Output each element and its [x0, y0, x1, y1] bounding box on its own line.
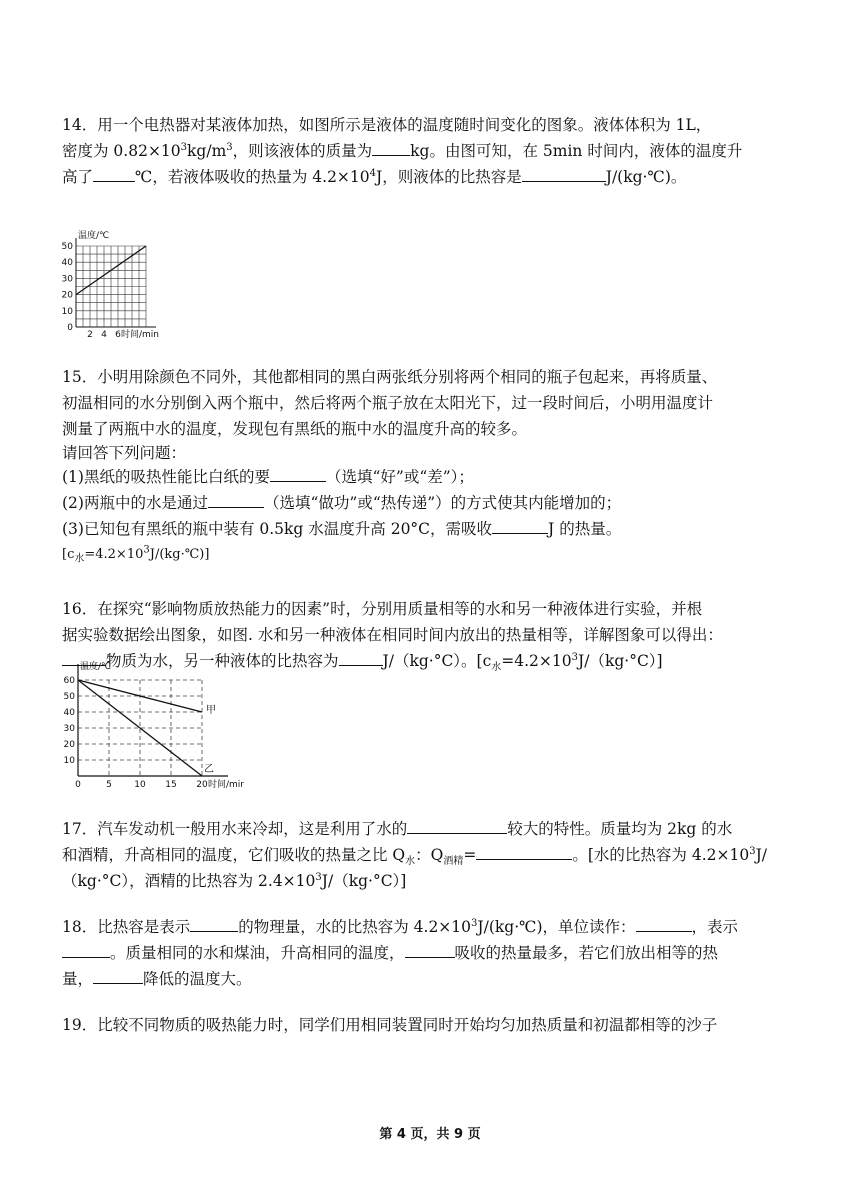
x-tick-label: 2	[87, 330, 93, 340]
answer-blank-q17-2[interactable]	[476, 842, 572, 860]
x-tick-label: 15	[165, 780, 177, 790]
y-tick-label: 30	[63, 724, 75, 734]
answer-blank-q15-1[interactable]	[270, 464, 326, 482]
x-tick-label: 0	[75, 780, 81, 790]
q19-line-1: 19．比较不同物质的吸热能力时，同学们用相同装置同时开始均匀加热质量和初温都相等的沙子	[62, 1016, 718, 1034]
x-axis-label: 时间/mir	[208, 780, 245, 790]
x-tick-label: 10	[134, 780, 146, 790]
page-footer: 第 4 页，共 9 页	[379, 1127, 481, 1142]
y-axis-label: 温度/℃	[80, 662, 112, 672]
q14-temperature-time-chart	[58, 228, 193, 344]
y-tick-label: 20	[63, 740, 75, 750]
answer-blank-q17-1[interactable]	[407, 816, 507, 834]
q18-line-2: 。质量相同的水和煤油，升高相同的温度， 吸收的热量最多，若它们放出相等的热	[62, 940, 802, 966]
answer-blank-q14-temp[interactable]	[93, 164, 135, 182]
q16-line-1: 16．在探究“影响物质放热能力的因素”时，分别用质量相等的水和另一种液体进行实验，并根	[62, 600, 703, 618]
y-tick-label: 50	[63, 692, 75, 702]
x-axis-label: 时间/min	[121, 330, 160, 340]
x-tick-label: 6	[115, 330, 121, 340]
q17-line-3: （kg·°C），酒精的比热容为 $2.4\times 10^3J/(kg\cdot^\circ C)$]	[62, 871, 407, 890]
y-tick-label: 10	[63, 756, 75, 766]
series-label-jia: 甲	[206, 705, 216, 716]
question-17	[62, 816, 802, 894]
answer-blank-q14-mass[interactable]	[372, 138, 410, 156]
q17-line-2: 和酒精，升高相同的温度，它们吸收的热量之比 $Q_水$：$Q_{酒精}=$ 。[水的比热容为 $4.2\times 10^3J/$	[62, 842, 802, 868]
q15-line-4: 请回答下列问题：	[62, 444, 187, 462]
answer-blank-q14-heat-capacity[interactable]	[522, 164, 606, 182]
question-15	[62, 364, 802, 568]
x-tick-label: 20	[196, 780, 208, 790]
answer-blank-q15-2[interactable]	[208, 490, 264, 508]
q18-line-3: 量， 降低的温度大。	[62, 966, 802, 992]
answer-blank-q18-5[interactable]	[93, 966, 143, 984]
q15-line-3: 测量了两瓶中水的温度，发现包有黑纸的瓶中水的温度升高的较多。	[62, 420, 528, 438]
question-18	[62, 914, 802, 992]
answer-blank-q18-4[interactable]	[405, 940, 455, 958]
q16-cooling-chart	[58, 660, 250, 792]
q15-line-8: $[c_水=4.2\times 10^3J/(kg\cdot℃)]$	[62, 544, 210, 565]
q15-line-7: (3)已知包有黑纸的瓶中装有 0.5kg 水温度升高 20°C，需吸收 J 的热量。	[62, 516, 802, 542]
y-axis-label: 温度/℃	[78, 231, 110, 241]
q16-line-3: 物质为水，另一种液体的比热容为 J/（kg·°C）。$[c_水=4.2\times 10^3J/(kg\cdot^\circ C)]$	[62, 648, 802, 674]
series-label-yi: 乙	[204, 764, 214, 775]
question-19	[62, 1012, 802, 1038]
y-tick-label: 40	[61, 258, 73, 269]
q14-line-2: 密度为 $0.82\times 10^3kg/m^3$，则该液体的质量为 kg。由图可知，在 5min 时间内，液体的温度升	[62, 138, 802, 164]
y-tick-label: 10	[61, 306, 73, 317]
q15-line-6: (2)两瓶中的水是通过 （选填“做功”或“热传递”）的方式使其内能增加的；	[62, 490, 802, 516]
q14-line-3: 高了 ℃，若液体吸收的热量为 $4.2\times 10^4J$，则液体的比热容是 J/(kg·℃)。	[62, 164, 802, 190]
y-tick-label: 60	[63, 676, 75, 686]
q17-line-1: 17．汽车发动机一般用水来冷却，这是利用了水的 较大的特性。质量均为 2kg 的水	[62, 816, 802, 842]
y-tick-label: 40	[63, 708, 75, 718]
q15-line-2: 初温相同的水分别倒入两个瓶中，然后将两个瓶子放在太阳光下，过一段时间后，小明用温度计	[62, 394, 714, 412]
q15-line-1: 15．小明用除颜色不同外，其他都相同的黑白两张纸分别将两个相同的瓶子包起来，再将质量、	[62, 368, 718, 386]
x-tick-label: 4	[101, 330, 107, 340]
y-tick-label: 0	[67, 323, 73, 333]
y-tick-label: 50	[61, 242, 73, 252]
answer-blank-q18-2[interactable]	[636, 914, 692, 932]
x-tick-label: 5	[106, 780, 112, 790]
answer-blank-q16-2[interactable]	[339, 648, 383, 666]
q16-line-2: 据实验数据绘出图象，如图. 水和另一种液体在相同时间内放出的热量相等，详解图象可以得出：	[62, 626, 723, 644]
answer-blank-q18-3[interactable]	[62, 940, 110, 958]
q18-line-1: 18．比热容是表示 的物理量，水的比热容为 $4.2\times 10^3J/(kg\cdot℃)$，单位读作： ，表示	[62, 914, 802, 940]
answer-blank-q15-3[interactable]	[492, 516, 548, 534]
y-tick-label: 30	[61, 274, 73, 285]
q15-line-5: (1)黑纸的吸热性能比白纸的要 （选填“好”或“差”）；	[62, 464, 802, 490]
answer-blank-q18-1[interactable]	[190, 914, 238, 932]
question-14	[62, 112, 802, 190]
y-tick-label: 20	[61, 290, 73, 301]
q14-line-1: 14．用一个电热器对某液体加热，如图所示是液体的温度随时间变化的图象。液体体积为 1L，	[62, 116, 712, 134]
